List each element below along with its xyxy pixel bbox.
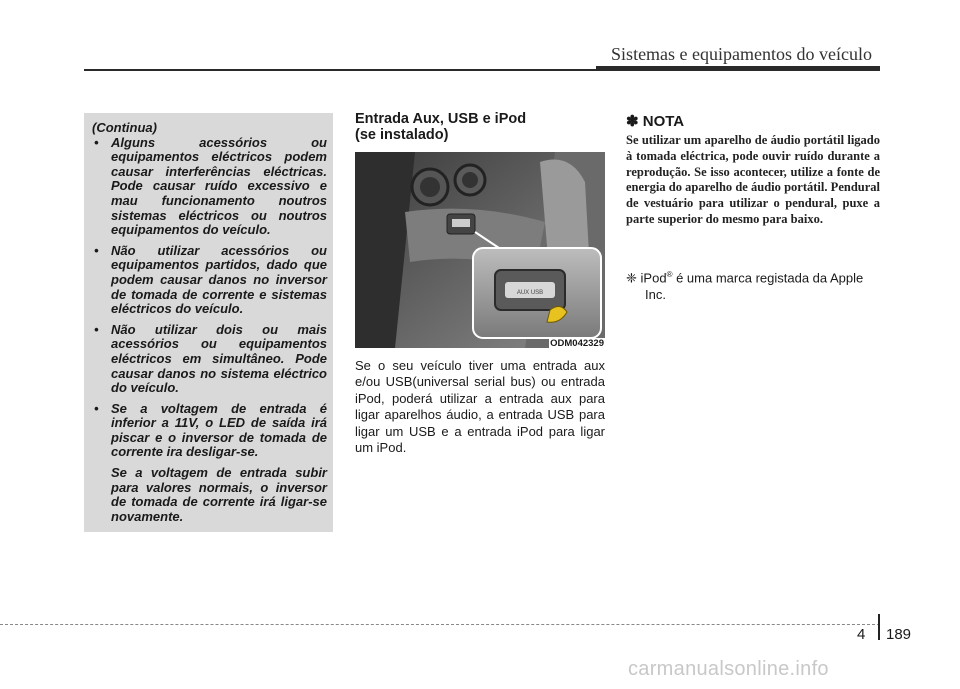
- caution-bullet: • Não utilizar acessórios ou equipamentos partidos, dado que podem causar danos no inversor de tomada de corrente e sistemas eléctricos do veículo.: [94, 242, 327, 317]
- note-heading: ✽ NOTA: [626, 113, 685, 130]
- watermark: carmanualsonline.info: [628, 658, 829, 680]
- caution-bullet: • Alguns acessórios ou equipamentos eléctricos podem causar interferências eléctricas. Pode causar ruído excessivo e mau funcionamento noutros sistemas eléctricos ou noutros equipamentos do veículo.: [94, 134, 327, 238]
- caution-follow-up: Se a voltagem de entrada subir para valores normais, o inversor de tomada de corrente irá ligar-se novamente.: [111, 465, 327, 524]
- caution-box: [84, 113, 333, 532]
- footer-divider: [878, 614, 880, 640]
- footer-rule: [0, 624, 880, 625]
- figure-code: ODM042329: [550, 338, 604, 349]
- caution-bullet: • Não utilizar dois ou mais acessórios ou equipamentos eléctricos em simultâneo. Pode causar danos no sistema eléctrico do veículo.: [94, 321, 327, 396]
- page-number: 189: [886, 626, 912, 643]
- page-header-title: Sistemas e equipamentos do veículo: [611, 44, 872, 64]
- svg-text:AUX USB: AUX USB: [516, 290, 544, 296]
- section-heading: Entrada Aux, USB e iPod (se instalado): [355, 111, 527, 143]
- note-asterisk-icon: ❈: [626, 270, 637, 286]
- note-star-icon: ✽: [626, 113, 639, 130]
- note-body: Se utilizar um aparelho de áudio portátil ligado à tomada eléctrica, pode ouvir ruído durante a reprodução. Se isso acontecer, utilize a fonte de energia do aparelho de áudio portátil. Pendural de vestuário para utilizar o pendural, puxe a parte superior do mesmo para baixo.: [626, 133, 880, 226]
- header-rule-accent: [596, 66, 880, 71]
- trademark-note: ❈ iPod® é uma marca registada da Apple Inc.: [626, 270, 864, 302]
- section-body: Se o seu veículo tiver uma entrada aux e/ou USB(universal serial bus) ou entrada iPod, poderá utilizar a entrada aux para ligar aparelhos áudio, a entrada USB para ligar um USB e a entrada iPod para ligar um iPod.: [355, 358, 605, 456]
- chapter-number: 4: [857, 626, 866, 643]
- continued-label: (Continua): [92, 120, 157, 135]
- console-illustration: [355, 152, 605, 348]
- aux-usb-figure: [355, 152, 605, 348]
- caution-bullet: • Se a voltagem de entrada é inferior a 11V, o LED de saída irá piscar e o inversor de tomada de corrente ira desligar-se.: [94, 400, 327, 460]
